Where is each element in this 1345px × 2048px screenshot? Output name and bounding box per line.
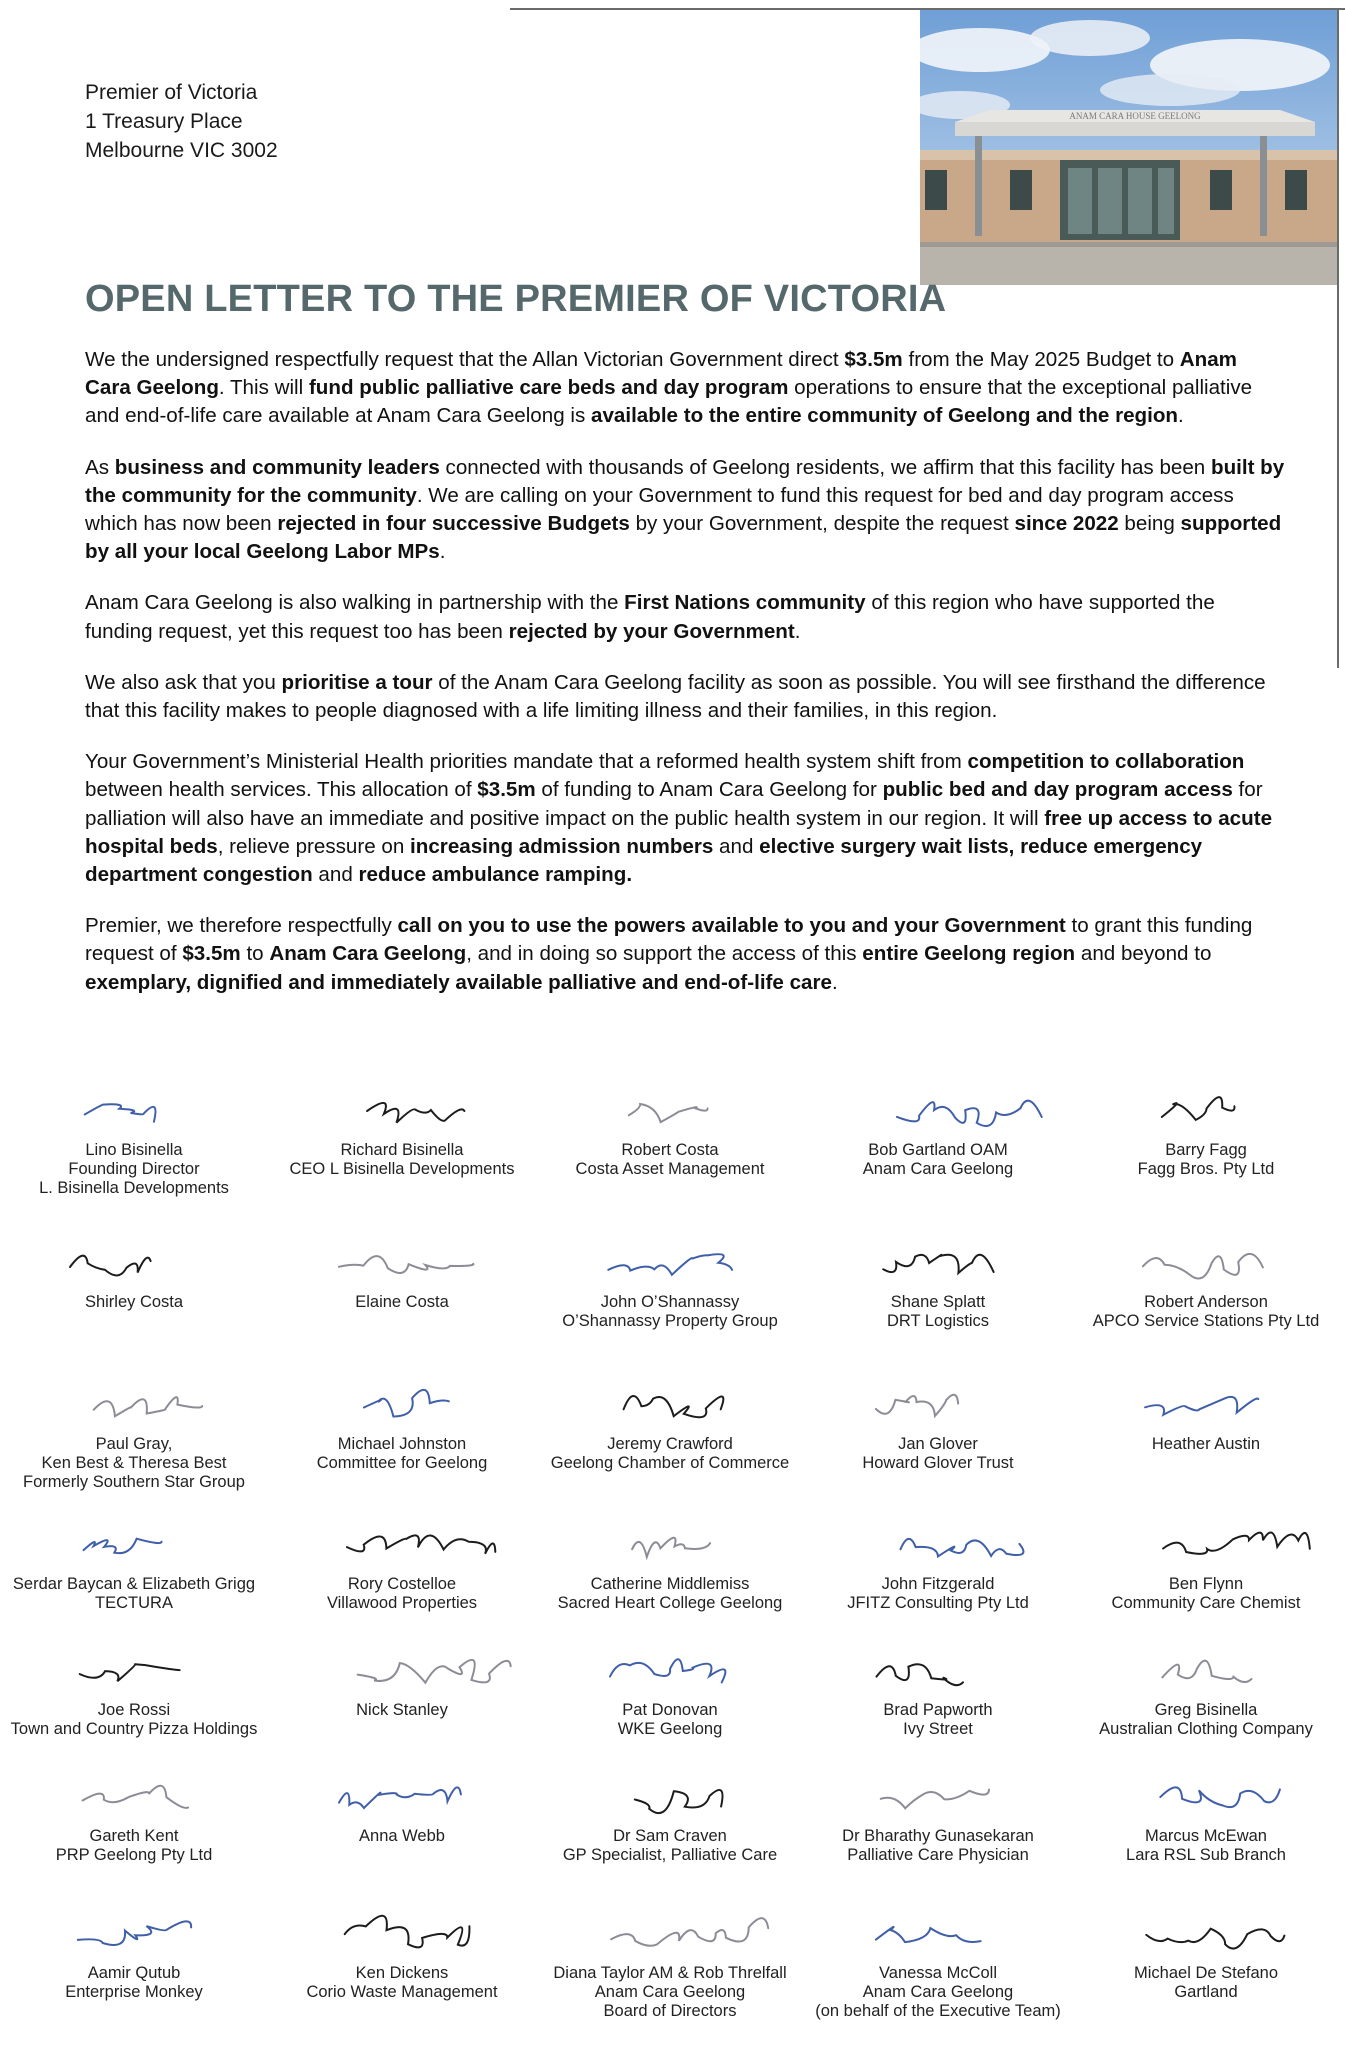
signatory-affiliation: Corio Waste Management <box>306 1983 498 2002</box>
signatory <box>1072 1625 1340 1739</box>
signatory <box>536 1359 804 1473</box>
handwritten-signature <box>0 1751 268 1827</box>
text-run: . <box>439 540 446 564</box>
signatory <box>536 1217 804 1331</box>
text-run: As <box>85 455 115 479</box>
text-run: Premier, we therefore respectfully <box>85 914 398 938</box>
bold-text: fund public palliative care beds and day program <box>308 376 789 400</box>
signatory-name: Serdar Baycan & Elizabeth Grigg <box>12 1575 256 1593</box>
bold-text: public bed and day program access <box>882 778 1233 802</box>
right-rule <box>1337 8 1339 668</box>
signature-stroke <box>1162 1661 1251 1682</box>
signature-stroke <box>1160 1787 1280 1807</box>
signatory-name: Michael De Stefano <box>1134 1964 1278 1982</box>
signatory-name: Aamir Qutub <box>87 1964 181 1982</box>
signatory-name: Ken Dickens <box>355 1964 449 1982</box>
text-run: to grant this funding request of <box>85 914 1253 966</box>
signatory-affiliation: Fagg Bros. Pty Ltd <box>1137 1160 1275 1179</box>
text-run: operations to ensure that the exceptional palliative and end-of-life care available at Anam Cara Geelong is <box>85 376 1253 428</box>
signatory <box>536 1751 804 1865</box>
signatory-name: Anna Webb <box>359 1827 445 1845</box>
address-line: Melbourne VIC 3002 <box>85 139 278 162</box>
letter-title: OPEN LETTER TO THE PREMIER OF VICTORIA <box>85 278 947 320</box>
address-line: Premier of Victoria <box>85 81 258 104</box>
signatory-details <box>804 1435 1072 1473</box>
signatory-affiliation: DRT Logistics <box>886 1312 990 1331</box>
signatory-details <box>0 1293 268 1312</box>
signatory-name: Pat Donovan <box>622 1701 718 1719</box>
text-run: . <box>1178 404 1184 428</box>
handwritten-signature <box>1072 1065 1340 1141</box>
bold-text: available to the entire community of Geelong and the region <box>591 404 1179 428</box>
letter-paragraph <box>85 912 1285 997</box>
handwritten-signature <box>804 1499 1072 1575</box>
text-run: from the May 2025 Budget to <box>902 348 1180 371</box>
signatory <box>536 1065 804 1179</box>
signatory <box>804 1359 1072 1473</box>
text-run: . We are calling on your Government to fund this request for bed and day program access which has now been <box>85 483 1234 536</box>
signatory <box>804 1625 1072 1739</box>
text-run: . This will <box>218 376 309 400</box>
handwritten-signature <box>804 1625 1072 1701</box>
signature-stroke <box>84 1539 162 1553</box>
signatory <box>0 1499 268 1613</box>
signatory-name: Elaine Costa <box>355 1293 449 1311</box>
signatory <box>1072 1499 1340 1613</box>
signature-stroke <box>1145 1397 1258 1415</box>
signature-stroke <box>358 1660 511 1683</box>
signatory-details <box>268 1701 536 1720</box>
signatory-details <box>0 1575 268 1613</box>
handwritten-signature <box>1072 1499 1340 1575</box>
signatory-affiliation: TECTURA <box>95 1594 173 1613</box>
signatory-affiliation: Anam Cara Geelong <box>862 1983 1014 2002</box>
handwritten-signature <box>536 1499 804 1575</box>
signature-stroke <box>80 1664 180 1681</box>
text-run: of the Anam Cara Geelong facility as soon as possible. You will see firsthand the difference that this facility makes to people diagnosed with a life limiting illness and their families, in this region. <box>85 670 1266 723</box>
signatory-details <box>536 1575 804 1613</box>
signatory-affiliation: GP Specialist, Palliative Care <box>562 1846 778 1865</box>
signatory-affiliation: APCO Service Stations Pty Ltd <box>1092 1312 1320 1331</box>
signatory-details <box>1072 1575 1340 1613</box>
signatory <box>1072 1217 1340 1331</box>
signatory-details <box>804 1141 1072 1179</box>
signatory-name: John Fitzgerald <box>881 1575 995 1593</box>
signature-stroke <box>608 1254 732 1275</box>
signatory-affiliation: WKE Geelong <box>617 1720 723 1739</box>
signatory <box>0 1359 268 1493</box>
signature-stroke <box>897 1101 1042 1126</box>
handwritten-signature <box>536 1359 804 1435</box>
handwritten-signature <box>0 1625 268 1701</box>
signatory <box>268 1751 536 1846</box>
handwritten-signature <box>268 1751 536 1827</box>
signature-stroke <box>345 1916 470 1948</box>
text-run: Your Government’s Ministerial Health priorities mandate that a reformed health system shift from <box>85 750 968 774</box>
signatory-name: Rory Costelloe <box>347 1575 457 1593</box>
signatory-affiliation: Villawood Properties <box>326 1594 478 1613</box>
signatory-affiliation: Founding Director <box>68 1160 200 1179</box>
signatory-details <box>804 1701 1072 1739</box>
signature-stroke <box>629 1104 708 1122</box>
signatory-affiliation: Palliative Care Physician <box>847 1846 1029 1865</box>
signatory-name: Ben Flynn <box>1168 1575 1244 1593</box>
signatory-name: Dr Bharathy Gunasekaran <box>842 1827 1034 1845</box>
signatory-affiliation: Anam Cara Geelong <box>862 1160 1014 1179</box>
signatory <box>1072 1065 1340 1179</box>
text-run: , relieve pressure on <box>217 834 411 858</box>
text-run: . <box>794 619 801 643</box>
signatory-details <box>536 1701 804 1739</box>
handwritten-signature <box>0 1359 268 1435</box>
signatory-details <box>536 1435 804 1473</box>
signature-stroke <box>624 1396 724 1417</box>
signature-stroke <box>339 1256 474 1273</box>
handwritten-signature <box>1072 1359 1340 1435</box>
handwritten-signature <box>1072 1625 1340 1701</box>
signatory <box>0 1625 268 1739</box>
signature-stroke <box>901 1539 1024 1557</box>
text-run: to <box>240 942 270 966</box>
bold-text: since 2022 <box>1014 512 1119 536</box>
handwritten-signature <box>1072 1217 1340 1293</box>
signatory-affiliation: Ivy Street <box>903 1720 973 1739</box>
signatory <box>268 1499 536 1613</box>
signatory-affiliation: Geelong Chamber of Commerce <box>550 1454 790 1473</box>
anam-cara-house-photo <box>920 10 1337 285</box>
signatory-details <box>268 1964 536 2002</box>
signatory-details <box>268 1293 536 1312</box>
signatory <box>536 1499 804 1613</box>
signatory-name: Lino Bisinella <box>85 1141 183 1159</box>
signatory-details <box>1072 1435 1340 1454</box>
photo-sign-text: ANAM CARA HOUSE GEELONG <box>1069 111 1201 121</box>
bold-text: $3.5m <box>477 778 536 802</box>
signatory-details <box>536 1827 804 1865</box>
signatory-details <box>1072 1964 1340 2002</box>
text-run: being <box>1118 512 1181 536</box>
signatory-details <box>804 1575 1072 1613</box>
handwritten-signature <box>268 1065 536 1141</box>
signature-stroke <box>85 1104 156 1122</box>
signatory-affiliation: Lara RSL Sub Branch <box>1126 1846 1286 1865</box>
signatory <box>804 1499 1072 1613</box>
signature-stroke <box>881 1790 989 1809</box>
signature-stroke <box>877 1664 964 1685</box>
signatory-name: Heather Austin <box>1151 1435 1261 1453</box>
bold-text: supported by all your local Geelong Labor MPs <box>85 512 1282 564</box>
bold-text: First Nations community <box>624 591 866 615</box>
signatory <box>268 1359 536 1473</box>
bold-text: Anam Cara Geelong <box>269 942 467 966</box>
signatory-name: Diana Taylor AM & Rob Threlfall <box>553 1964 787 1982</box>
text-run: . <box>831 970 838 994</box>
handwritten-signature <box>804 1888 1072 1964</box>
signature-stroke <box>94 1397 203 1416</box>
signature-stroke <box>1143 1254 1263 1279</box>
signatory-affiliation: L. Bisinella Developments <box>39 1179 229 1198</box>
text-run: of funding to Anam Cara Geelong for <box>535 778 883 802</box>
signatory-name: Catherine Middlemiss <box>590 1575 750 1593</box>
signature-stroke <box>876 1927 981 1942</box>
signature-stroke <box>632 1538 710 1557</box>
bold-text: rejected in four successive Budgets <box>277 512 630 536</box>
signatory-name: Jan Glover <box>898 1435 978 1453</box>
bold-text: rejected by your Government <box>508 619 795 643</box>
signatory-details <box>0 1827 268 1865</box>
letter-paragraph <box>85 669 1285 725</box>
signature-stroke <box>1163 1533 1310 1554</box>
letter-paragraph <box>85 748 1285 889</box>
bold-text: free up access to acute hospital beds <box>85 806 1273 858</box>
signatory-details <box>804 1827 1072 1865</box>
signature-stroke <box>339 1787 461 1808</box>
handwritten-signature <box>1072 1751 1340 1827</box>
text-run: and beyond to <box>1075 942 1212 966</box>
signatory-name: Robert Anderson <box>1144 1293 1268 1311</box>
signatory-name: Robert Costa <box>621 1141 719 1159</box>
signature-stroke <box>78 1921 191 1945</box>
signatory-details <box>804 1964 1072 2022</box>
signatory-affiliation: Australian Clothing Company <box>1099 1720 1313 1739</box>
recipient-address <box>85 78 278 165</box>
text-run: We the undersigned respectfully request that the Allan Victorian Government direct <box>85 348 845 371</box>
signatory-name: Paul Gray, <box>95 1435 173 1453</box>
signature-stroke <box>70 1256 151 1276</box>
bold-text: business and community leaders <box>114 455 440 479</box>
signatory-details <box>0 1964 268 2002</box>
text-run: and <box>312 863 359 887</box>
signatory-affiliation: Town and Country Pizza Holdings <box>10 1720 258 1739</box>
signature-stroke <box>883 1255 993 1273</box>
signature-stroke <box>610 1659 725 1682</box>
signatory-name: Michael Johnston <box>337 1435 467 1453</box>
signatory-affiliation: Enterprise Monkey <box>65 1983 203 2002</box>
signatory-affiliation: JFITZ Consulting Pty Ltd <box>847 1594 1029 1613</box>
signatory-affiliation: Formerly Southern Star Group <box>23 1473 245 1492</box>
signatory-affiliation: Costa Asset Management <box>575 1160 765 1179</box>
signatory-details <box>536 1964 804 2022</box>
bold-text: prioritise a tour <box>281 670 433 694</box>
text-run: and <box>713 834 760 858</box>
letter-body <box>85 346 1285 1020</box>
bold-text: Anam Cara Geelong <box>85 348 1237 400</box>
signature-stroke <box>1162 1097 1235 1120</box>
signatory-affiliation: PRP Geelong Pty Ltd <box>55 1846 213 1865</box>
signatory-details <box>1072 1827 1340 1865</box>
handwritten-signature <box>536 1751 804 1827</box>
handwritten-signature <box>536 1888 804 1964</box>
signatory-details <box>1072 1141 1340 1179</box>
bold-text: exemplary, dignified and immediately available palliative and end-of-life care <box>85 970 832 994</box>
signatory <box>1072 1359 1340 1454</box>
signatory-name: Barry Fagg <box>1165 1141 1247 1159</box>
handwritten-signature <box>1072 1888 1340 1964</box>
text-run: between health services. This allocation of <box>85 778 478 802</box>
signature-stroke <box>635 1790 723 1813</box>
signatory-details <box>0 1701 268 1739</box>
signatory-affiliation: Community Care Chemist <box>1111 1594 1301 1613</box>
handwritten-signature <box>536 1065 804 1141</box>
signatory-details <box>536 1141 804 1179</box>
signatory <box>804 1065 1072 1179</box>
signatory-details <box>1072 1701 1340 1739</box>
bold-text: competition to collaboration <box>967 750 1245 774</box>
signatory <box>0 1888 268 2002</box>
bold-text: reduce ambulance ramping. <box>358 863 633 887</box>
handwritten-signature <box>0 1217 268 1293</box>
text-run: by your Government, despite the request <box>629 512 1015 536</box>
handwritten-signature <box>804 1751 1072 1827</box>
bold-text: $3.5m <box>844 348 903 371</box>
handwritten-signature <box>536 1217 804 1293</box>
letter-paragraph <box>85 346 1285 431</box>
signatory-name: Dr Sam Craven <box>613 1827 727 1845</box>
signatory-affiliation: Howard Glover Trust <box>862 1454 1014 1473</box>
signatory-details <box>1072 1293 1340 1331</box>
signatory-name: Vanessa McColl <box>879 1964 997 1982</box>
handwritten-signature <box>536 1625 804 1701</box>
signatory <box>804 1888 1072 2022</box>
signatory-name: Marcus McEwan <box>1145 1827 1267 1845</box>
signatory-details <box>0 1141 268 1199</box>
text-run: Anam Cara Geelong is also walking in partnership with the <box>85 591 625 615</box>
text-run: connected with thousands of Geelong residents, we affirm that this facility has been <box>439 455 1211 479</box>
signatory-affiliation: Gartland <box>1174 1983 1238 2002</box>
signatory <box>268 1217 536 1312</box>
signatory-name: Shirley Costa <box>84 1293 184 1311</box>
signatory-details <box>268 1827 536 1846</box>
signatory <box>1072 1888 1340 2002</box>
handwritten-signature <box>268 1888 536 1964</box>
signatory <box>1072 1751 1340 1865</box>
signatory-name: Greg Bisinella <box>1154 1701 1258 1719</box>
signatory-affiliation: (on behalf of the Executive Team) <box>815 2002 1061 2021</box>
signature-stroke <box>364 1390 449 1417</box>
signature-stroke <box>83 1786 189 1808</box>
signatory <box>536 1625 804 1739</box>
handwritten-signature <box>268 1625 536 1701</box>
bold-text: $3.5m <box>182 942 241 966</box>
handwritten-signature <box>804 1359 1072 1435</box>
handwritten-signature <box>0 1888 268 1964</box>
handwritten-signature <box>268 1359 536 1435</box>
signatory-name: Nick Stanley <box>356 1701 448 1719</box>
signatory <box>268 1888 536 2002</box>
text-run: We also ask that you <box>85 670 282 694</box>
signatory <box>0 1065 268 1199</box>
letter-paragraph <box>85 589 1285 645</box>
bold-text: increasing admission numbers <box>410 834 714 858</box>
signatory <box>536 1888 804 2022</box>
letter-paragraph <box>85 454 1285 567</box>
signatory-affiliation: Committee for Geelong <box>316 1454 488 1473</box>
signature-stroke <box>876 1395 958 1416</box>
signatory-name: Joe Rossi <box>97 1701 171 1719</box>
bold-text: call on you to use the powers available to you and your Government <box>397 914 1066 938</box>
signatory-affiliation: O’Shannassy Property Group <box>562 1312 778 1331</box>
signatory-details <box>268 1435 536 1473</box>
address-line: 1 Treasury Place <box>85 110 243 133</box>
signatory-affiliation: Sacred Heart College Geelong <box>557 1594 783 1613</box>
signature-stroke <box>367 1103 464 1123</box>
handwritten-signature <box>0 1499 268 1575</box>
signatory-details <box>268 1575 536 1613</box>
signature-stroke <box>347 1535 495 1553</box>
signatory-name: Brad Papworth <box>883 1701 993 1719</box>
handwritten-signature <box>0 1065 268 1141</box>
handwritten-signature <box>804 1217 1072 1293</box>
signatory <box>804 1217 1072 1331</box>
signatory <box>268 1625 536 1720</box>
signatory-name: Jeremy Crawford <box>607 1435 733 1453</box>
signatory <box>0 1217 268 1312</box>
signatory-details <box>268 1141 536 1179</box>
signatory-details <box>536 1293 804 1331</box>
signatory-name: Gareth Kent <box>89 1827 179 1845</box>
signatory-affiliation: Ken Best & Theresa Best <box>41 1454 227 1473</box>
signatory-affiliation: Anam Cara Geelong <box>594 1983 746 2002</box>
signatory <box>0 1751 268 1865</box>
signatory-name: Richard Bisinella <box>340 1141 464 1159</box>
signatory <box>804 1751 1072 1865</box>
signatory-affiliation: CEO L Bisinella Developments <box>289 1160 515 1179</box>
bold-text: built by the community for the community <box>85 455 1285 507</box>
text-run: for palliation will also have an immediate and positive impact on the public health system in our region. It will <box>85 778 1263 830</box>
handwritten-signature <box>268 1499 536 1575</box>
signatory-name: Bob Gartland OAM <box>868 1141 1008 1159</box>
handwritten-signature <box>804 1065 1072 1141</box>
text-run: of this region who have supported the funding request, yet this request too has been <box>85 591 1215 643</box>
bold-text: entire Geelong region <box>862 942 1076 966</box>
signatory-affiliation: Board of Directors <box>603 2002 737 2021</box>
signatory-name: John O’Shannassy <box>600 1293 740 1311</box>
signatory-details <box>0 1435 268 1493</box>
signatory-details <box>804 1293 1072 1331</box>
signature-stroke <box>611 1918 768 1946</box>
text-run: , and in doing so support the access of this <box>466 942 863 966</box>
bold-text: elective surgery wait lists, reduce emergency department congestion <box>85 834 1203 887</box>
signature-stroke <box>1146 1929 1284 1949</box>
handwritten-signature <box>268 1217 536 1293</box>
signatory <box>268 1065 536 1179</box>
signatory-name: Shane Splatt <box>890 1293 986 1311</box>
